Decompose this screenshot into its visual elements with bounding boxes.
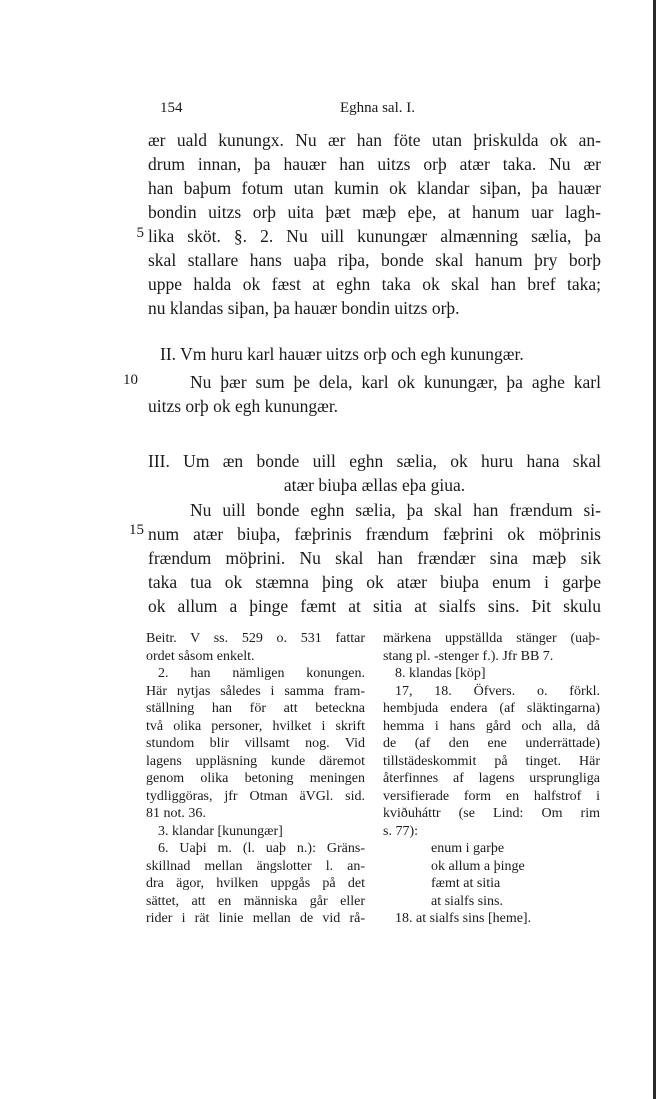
note-line: stang pl. -stenger f.). Jfr BB 7. [383,648,554,664]
note-line: versifierade form en halfstrof i [383,788,600,804]
section-3-heading [148,449,601,497]
text-line: taka tua ok stæmna þing ok atær biuþa enum i garþe [148,572,601,592]
section-heading: atær biuþa ællas eþa giua. [283,475,466,495]
line-number: 10 [123,372,138,388]
note-line: sättet, att en människa går eller [146,893,365,909]
note-line: rider i rät linie mellan de vid rå- [146,911,365,926]
note-line: två olika personer, hvilket i skrift [146,718,365,734]
note-line: s. 77): [383,823,418,839]
note-line: 18. at sialfs sins [heme]. [395,911,532,926]
text-line: num atær biuþa, fæþrinis frændum fæþrini ok möþrinis [148,524,601,544]
section-1-text [148,128,601,320]
text-line: ær uald kunungx. Nu ær han föte utan þriskulda ok an- [148,130,601,150]
note-line: 2. han nämligen konungen. [158,666,365,681]
note-line: kviðuháttr (se Lind: Om rim [383,806,600,821]
text-line: Nu uill bonde eghn sælia, þa skal han frændum si- [190,500,601,520]
note-line: skillnad mellan ängslotter l. an- [146,858,365,874]
text-line: frændum möþrini. Nu skal han frændær sina mæþ sik [148,548,601,568]
verse-line: enum i garþe [431,841,505,856]
text-line: bondin uitzs orþ uita þæt mæþ eþe, at hanum uar lagh- [148,202,601,222]
section-3-text [148,498,601,618]
text-line: uitzs orþ ok egh kunungær. [148,396,339,416]
running-head: Eghna sal. I. [340,100,415,116]
text-line: ok allum a þinge fæmt at sitia at sialfs sins. Þit skulu [148,596,601,616]
line-number: 5 [136,225,144,241]
section-heading: II. Vm huru karl hauær uitzs orþ och egh kunungær. [160,344,524,364]
line-number: 15 [129,522,144,538]
page-number: 154 [160,100,183,116]
note-line: ställning han för att beteckna [146,701,365,716]
note-line: 81 not. 36. [146,806,206,821]
text-line: lika sköt. §. 2. Nu uill kunungær almænning sælia, þa [148,226,601,246]
text-line: nu klandas siþan, þa hauær bondin uitzs orþ. [148,298,460,318]
note-line: genom olika betoning meningen [146,771,365,786]
note-line: 3. klandar [kunungær] [158,823,283,839]
note-line: hemma i hans gård och alla, då [383,718,600,734]
note-line: ordet såsom enkelt. [146,648,255,664]
note-line: 8. klandas [köp] [395,666,486,681]
note-line: lagens uppläsning kunde däremot [146,753,365,769]
note-line: 6. Uaþi m. (l. uaþ n.): Gräns- [158,841,365,856]
note-line: dra ägor, hvilken uppgås på det [146,876,365,891]
text-line: skal stallare hans uaþa riþa, bonde skal hanum þry borþ [148,250,601,270]
note-line: märkena uppställda stänger (uaþ- [383,631,600,646]
text-line: uppe halda ok fæst at eghn taka ok skal han bref taka; [148,274,601,294]
page-header [0,100,656,120]
section-2-heading [160,342,600,366]
verse-line: fæmt at sitia [431,876,501,891]
note-line: Beitr. V ss. 529 o. 531 fattar [146,631,365,646]
note-line: Här nytjas således i samma fram- [146,683,365,699]
verse-line: ok allum a þinge [431,858,525,874]
note-line: hembjuda endera (af släktingarna) [383,701,600,716]
notes-right-column [383,630,600,928]
verse-line: at sialfs sins. [431,893,503,909]
note-line: återfinnes af lagens ursprungliga [383,771,600,786]
text-line: Nu þær sum þe dela, karl ok kunungær, þa aghe karl [190,372,601,392]
note-line: tillstädeskommit på tinget. Här [383,753,600,769]
notes-left-column [146,630,365,928]
note-line: stundom blir villsamt nog. Vid [146,736,365,751]
section-2-text [148,370,601,418]
note-line: tydliggöras, jfr Otman äVGl. sid. [146,788,365,804]
section-heading: III. Um æn bonde uill eghn sælia, ok huru hana skal [148,451,601,471]
text-line: drum innan, þa hauær han uitzs orþ atær taka. Nu ær [148,154,601,174]
text-line: han baþum fotum utan kumin ok klandar siþan, þa hauær [148,178,601,198]
note-line: de (af den ene underrättade) [383,736,600,751]
note-line: 17, 18. Öfvers. o. förkl. [395,683,600,699]
